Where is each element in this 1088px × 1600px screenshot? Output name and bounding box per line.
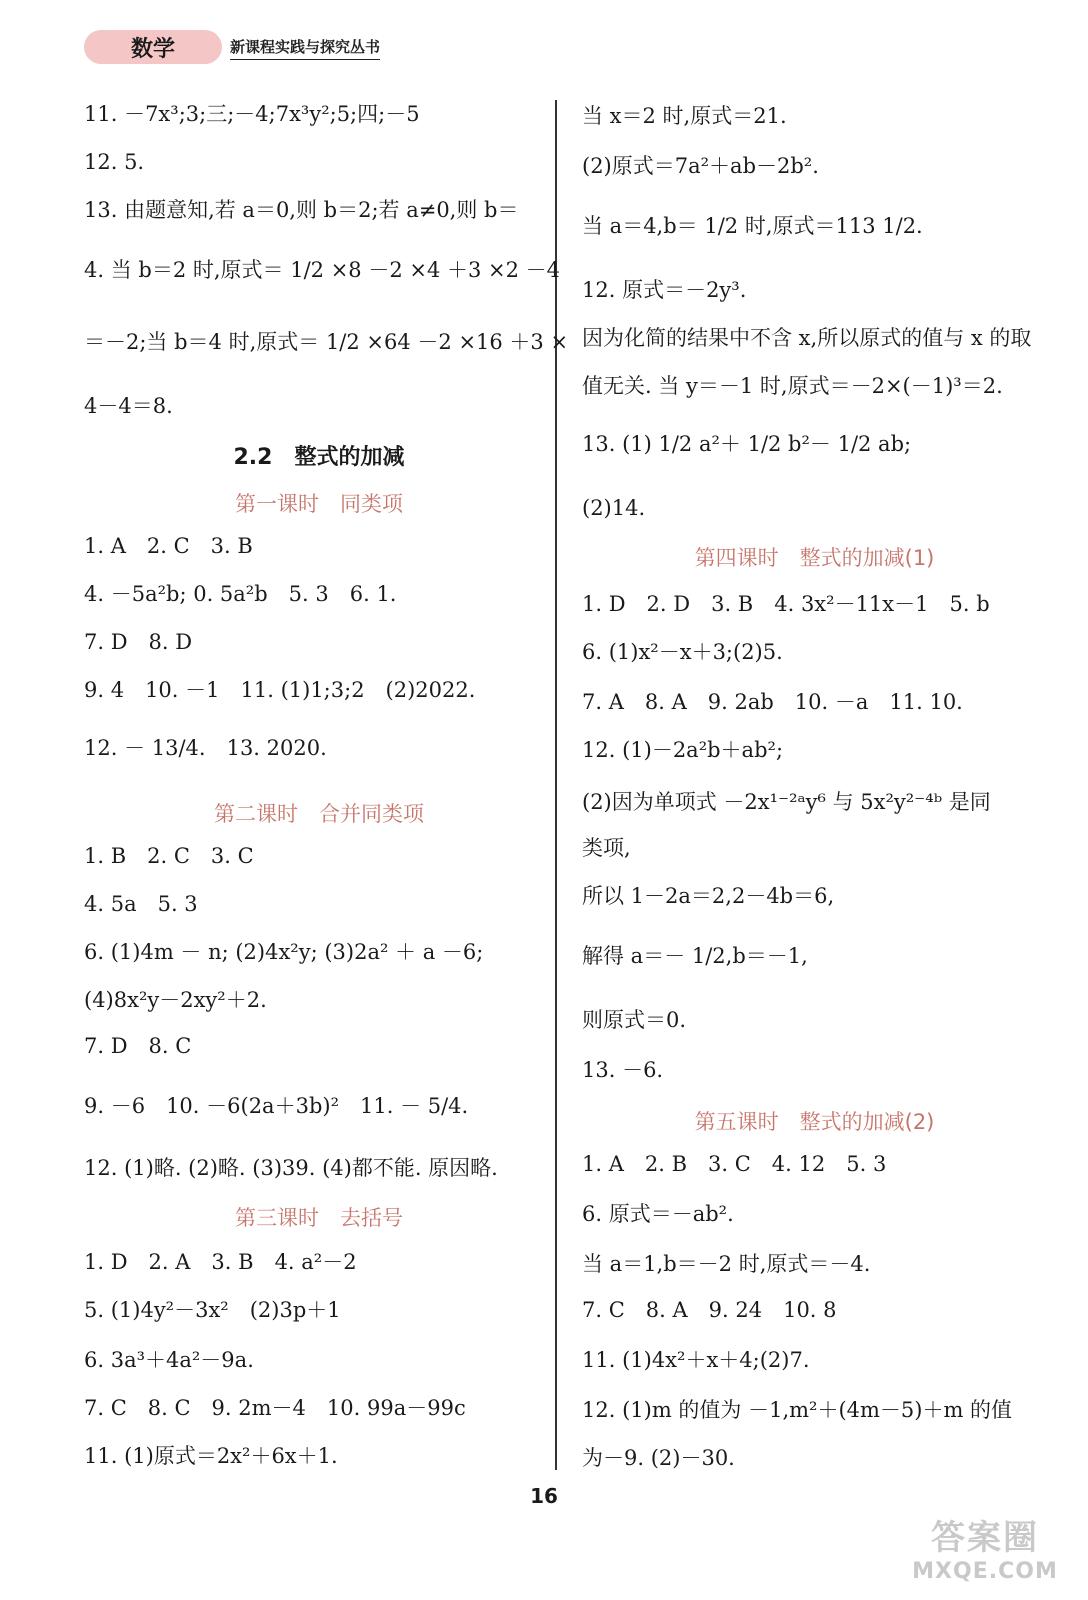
answer-line: 6. 3a³＋4a²－9a. — [84, 1348, 254, 1372]
answer-line: 当 x＝2 时,原式＝21. — [582, 104, 787, 128]
answer-line: 1. D 2. A 3. B 4. a²－2 — [84, 1250, 357, 1274]
lesson-title: 第五课时 整式的加减(2) — [694, 1110, 935, 1134]
answer-line: 6. 原式＝－ab². — [582, 1202, 734, 1226]
answer-line: 1. D 2. D 3. B 4. 3x²－11x－1 5. b — [582, 592, 990, 616]
answer-line: 12. (1)m 的值为 －1,m²＋(4m－5)＋m 的值 — [582, 1398, 1013, 1422]
answer-line: 则原式＝0. — [582, 1008, 687, 1032]
answer-line: 4. 5a 5. 3 — [84, 892, 198, 916]
answer-line: 为－9. (2)－30. — [582, 1446, 735, 1470]
answer-line: 9. 4 10. －1 11. (1)1;3;2 (2)2022. — [84, 678, 476, 702]
answer-line: (2)14. — [582, 496, 646, 520]
answer-line: 5. (1)4y²－3x² (2)3p＋1 — [84, 1298, 341, 1322]
answer-line: 12. (1)－2a²b＋ab²; — [582, 738, 784, 762]
lesson-title: 第二课时 合并同类项 — [214, 802, 424, 826]
answer-line: 7. D 8. D — [84, 630, 193, 654]
answer-line: (2)因为单项式 －2x¹⁻²ᵃy⁶ 与 5x²y²⁻⁴ᵇ 是同 — [582, 790, 991, 814]
answer-line: 13. －6. — [582, 1058, 664, 1082]
answer-line: 值无关. 当 y＝－1 时,原式＝－2×(－1)³＝2. — [582, 374, 1003, 398]
watermark-url: MXQE.COM — [912, 1559, 1058, 1584]
answer-line: 13. (1) 1/2 a²＋ 1/2 b²－ 1/2 ab; — [582, 432, 912, 456]
answer-line: 13. 由题意知,若 a＝0,则 b＝2;若 a≠0,则 b＝ — [84, 198, 519, 222]
answer-line: 7. A 8. A 9. 2ab 10. －a 11. 10. — [582, 690, 963, 714]
answer-line: ＝－2;当 b＝4 时,原式＝ 1/2 ×64 －2 ×16 ＋3 × — [84, 330, 569, 354]
answer-line: 12. 原式＝－2y³. — [582, 278, 747, 302]
answer-line: 9. －6 10. －6(2a＋3b)² 11. － 5/4. — [84, 1094, 469, 1118]
subject-badge: 数学 — [84, 30, 222, 64]
answer-line: 4－4＝8. — [84, 394, 173, 418]
watermark-logo — [910, 1510, 1060, 1590]
answer-line: 所以 1－2a＝2,2－4b＝6, — [582, 884, 835, 908]
answer-line: (2)原式＝7a²＋ab－2b². — [582, 154, 819, 178]
answer-line: 12. － 13/4. 13. 2020. — [84, 736, 327, 760]
page-number: 16 — [530, 1484, 558, 1508]
answer-line: (4)8x²y－2xy²＋2. — [84, 988, 267, 1012]
answer-line: 解得 a＝－ 1/2,b＝－1, — [582, 944, 808, 968]
watermark-text: 答案圈 — [931, 1518, 1039, 1558]
answer-line: 12. 5. — [84, 150, 145, 174]
answer-line: 当 a＝4,b＝ 1/2 时,原式＝113 1/2. — [582, 214, 923, 238]
answer-line: 1. A 2. C 3. B — [84, 534, 253, 558]
series-title: 新课程实践与探究丛书 — [230, 36, 380, 60]
answer-line: 11. (1)原式＝2x²＋6x＋1. — [84, 1444, 338, 1468]
lesson-title: 第三课时 去括号 — [235, 1206, 403, 1230]
answer-line: 7. C 8. A 9. 24 10. 8 — [582, 1298, 837, 1322]
section-title: 2.2 整式的加减 — [233, 445, 405, 470]
lesson-title: 第一课时 同类项 — [235, 492, 403, 516]
answer-line: 7. D 8. C — [84, 1034, 192, 1058]
answer-line: 因为化简的结果中不含 x,所以原式的值与 x 的取 — [582, 326, 1032, 350]
answer-line: 11. (1)4x²＋x＋4;(2)7. — [582, 1348, 810, 1372]
answer-line: 11. －7x³;3;三;－4;7x³y²;5;四;－5 — [84, 102, 420, 126]
answer-line: 7. C 8. C 9. 2m－4 10. 99a－99c — [84, 1396, 466, 1420]
answer-line: 12. (1)略. (2)略. (3)39. (4)都不能. 原因略. — [84, 1156, 498, 1180]
answer-line: 4. 当 b＝2 时,原式＝ 1/2 ×8 －2 ×4 ＋3 ×2 －4 — [84, 258, 561, 282]
lesson-title: 第四课时 整式的加减(1) — [694, 546, 935, 570]
answer-line: 1. A 2. B 3. C 4. 12 5. 3 — [582, 1152, 887, 1176]
answer-line: 1. B 2. C 3. C — [84, 844, 254, 868]
answer-line: 6. (1)4m － n; (2)4x²y; (3)2a² ＋ a －6; — [84, 940, 484, 964]
answer-line: 6. (1)x²－x＋3;(2)5. — [582, 640, 783, 664]
answer-line: 类项, — [582, 836, 631, 860]
column-divider — [555, 100, 557, 1470]
answer-line: 当 a＝1,b＝－2 时,原式＝－4. — [582, 1252, 871, 1276]
answer-line: 4. －5a²b; 0. 5a²b 5. 3 6. 1. — [84, 582, 397, 606]
